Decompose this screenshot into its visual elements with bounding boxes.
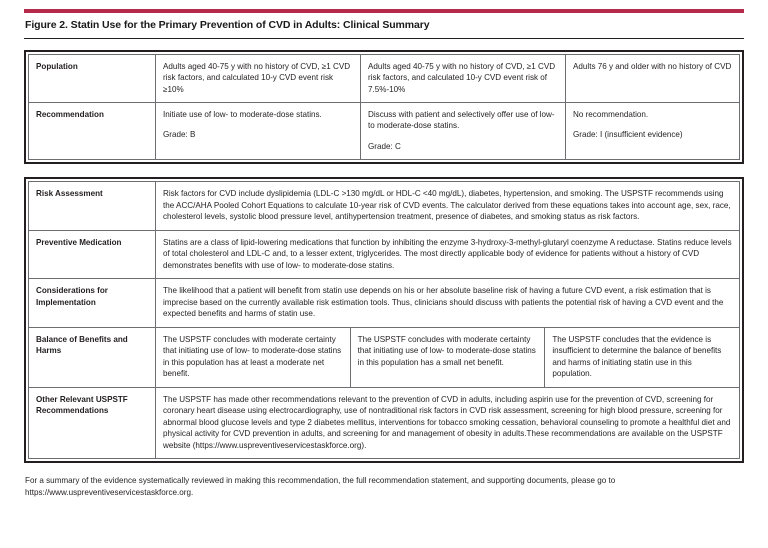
population-cell-moderate-risk — [361, 54, 566, 102]
recommendation-grade-high-risk: Grade: B — [163, 130, 196, 140]
considerations-text: The likelihood that a patient will benefit from statin use depends on his or her absolute baseline risk of having a future CVD event, a risk estimation that is imprecise based on the currently available risk estimation tools. Thus, clinicians should discuss with patients the potential risk of having a CVD event and the expected benefits and harms of statin use. — [156, 279, 740, 327]
title-divider-rule — [24, 38, 744, 39]
table-row-balance-of-benefits — [29, 327, 740, 387]
preventive-medication-text: Statins are a class of lipid-lowering medications that function by inhibiting the enzyme 3-hydroxy-3-methyl-glutaryl coenzyme A reductase. Statins reduce levels of total cholesterol and LDL-C and, to a lesser extent, triglycerides. The most directly applicable body of evidence for patients without a history of CVD demonstrates benefits with use of low- to moderate-dose statins. — [156, 230, 740, 278]
summary-table — [28, 54, 740, 161]
table-row-other-recommendations — [29, 387, 740, 458]
recommendation-text-moderate-risk: Discuss with patient and selectively offer use of low- to moderate-dose statins. — [368, 110, 555, 131]
row-label-other-recommendations: Other Relevant USPSTF Recommendations — [29, 387, 156, 458]
table-row-considerations — [29, 279, 740, 327]
recommendation-grade-moderate-risk: Grade: C — [368, 141, 401, 151]
other-recommendations-text: The USPSTF has made other recommendations relevant to the prevention of CVD in adults, including aspirin use for the prevention of CVD, screening for coronary heart disease using electrocardiography, use of nontraditional risk factors in CVD risk assessment, screening for high blood pressure, screening for abnormal blood glucose levels and type 2 diabetes mellitus, interventions for tobacco smoking cessation, behavioral counseling to promote a healthful diet and physical activity for CVD prevention in adults, and screening for and management of obesity in adults.These recommendations are available on the USPSTF website (https://www.uspreventiveservicestaskforce.org). — [156, 387, 740, 458]
balance-cell-older-adults: The USPSTF concludes that the evidence is insufficient to determine the balance of benefits and harms of initiating statin use in this population. — [545, 327, 740, 387]
row-label-population: Population — [29, 54, 156, 102]
recommendation-grade-older-adults: Grade: I (insufficient evidence) — [573, 130, 683, 140]
details-table — [28, 181, 740, 459]
details-table-frame — [24, 177, 744, 463]
balance-cell-moderate-risk: The USPSTF concludes with moderate certainty that initiating use of low- to moderate-dose statins in this population has a small net benefit. — [350, 327, 545, 387]
page-title: Figure 2. Statin Use for the Primary Prevention of CVD in Adults: Clinical Summary — [25, 19, 430, 31]
table-row-preventive-medication — [29, 230, 740, 278]
row-label-preventive-medication: Preventive Medication — [29, 230, 156, 278]
population-text-high-risk: Adults aged 40-75 y with no history of CVD, ≥1 CVD risk factors, and calculated 10-y CVD event risk ≥10% — [163, 61, 351, 94]
footnote-text: For a summary of the evidence systematically reviewed in making this recommendation, the full recommendation statement, and supporting documents, please go to https://www.uspreventiveservicestaskforce.org. — [25, 476, 616, 497]
recommendation-cell-older-adults — [566, 103, 740, 160]
figure-page — [0, 9, 768, 548]
row-label-balance-of-benefits: Balance of Benefits and Harms — [29, 327, 156, 387]
risk-assessment-text: Risk factors for CVD include dyslipidemia (LDL-C >130 mg/dL or HDL-C <40 mg/dL), diabetes, hypertension, and smoking. The USPSTF recommends using the ACC/AHA Pooled Cohort Equations to calculate 10-year risk of CVD events. The calculator derived from these equations takes into account age, sex, race, cholesterol levels, systolic blood pressure level, antihypertension treatment, presence of diabetes, and smoking status as risk factors. — [156, 182, 740, 230]
population-cell-older-adults — [566, 54, 740, 102]
population-text-moderate-risk: Adults aged 40-75 y with no history of CVD, ≥1 CVD risk factors, and calculated 10-y CVD event risk of 7.5%-10% — [368, 61, 556, 94]
recommendation-cell-moderate-risk — [361, 103, 566, 160]
row-label-considerations: Considerations for Implementation — [29, 279, 156, 327]
recommendation-text-high-risk: Initiate use of low- to moderate-dose statins. — [163, 110, 322, 119]
row-label-recommendation: Recommendation — [29, 103, 156, 160]
table-row-recommendation — [29, 103, 740, 160]
table-row-risk-assessment — [29, 182, 740, 230]
table-row-population — [29, 54, 740, 102]
balance-cell-high-risk: The USPSTF concludes with moderate certainty that initiating use of low- to moderate-dose statins in this population has at least a moderate net benefit. — [156, 327, 351, 387]
recommendation-text-older-adults: No recommendation. — [573, 110, 649, 119]
recommendation-cell-high-risk — [156, 103, 361, 160]
summary-table-frame — [24, 50, 744, 165]
row-label-risk-assessment: Risk Assessment — [29, 182, 156, 230]
population-cell-high-risk — [156, 54, 361, 102]
population-text-older-adults: Adults 76 y and older with no history of CVD — [573, 61, 732, 71]
